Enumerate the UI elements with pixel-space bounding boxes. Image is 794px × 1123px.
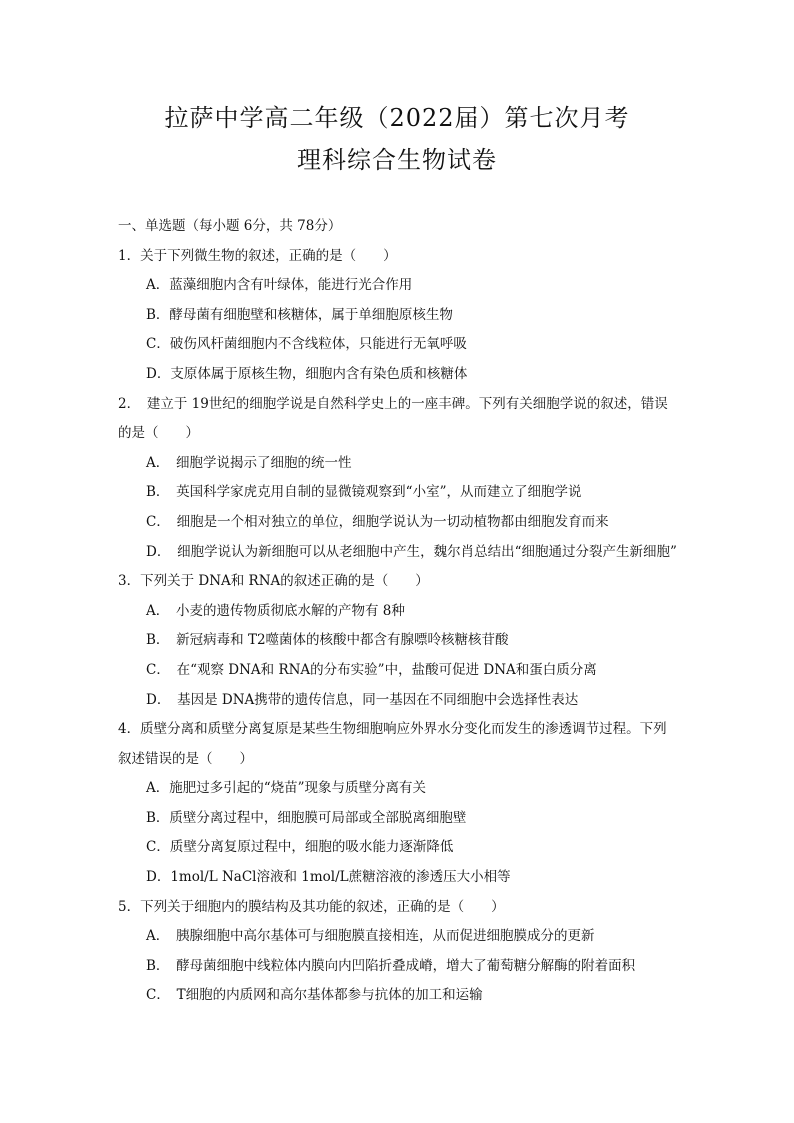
section-heading: 一、单选题（每小题 6分，共 78分）: [118, 218, 342, 234]
question-4-option-d: D．1mol/L NaCl溶液和 1mol/L蔗糖溶液的渗透压大小相等: [146, 869, 511, 886]
question-2-stem-text: 2． 建立于 19世纪的细胞学说是自然科学史上的一座丰碑。下列有关细胞学说的叙述，错误的是（ ）: [118, 395, 668, 442]
question-5-option-c: C． T细胞的内质网和高尔基体都参与抗体的加工和运输: [146, 987, 483, 1004]
question-2-option-a: A． 细胞学说揭示了细胞的统一性: [146, 454, 352, 471]
question-1-option-c: C．破伤风杆菌细胞内不含线粒体，只能进行无氧呼吸: [146, 336, 467, 353]
question-4-option-b: B．质壁分离过程中，细胞膜可局部或全部脱离细胞壁: [146, 809, 467, 826]
question-4-stem: [118, 715, 678, 774]
question-3-option-c: C． 在“观察 DNA和 RNA的分布实验”中，盐酸可促进 DNA和蛋白质分离: [146, 661, 597, 678]
question-5-option-b: B． 酵母菌细胞中线粒体内膜向内凹陷折叠成嵴，增大了葡萄糖分解酶的附着面积: [146, 957, 636, 974]
exam-subtitle: 理科综合生物试卷: [297, 146, 497, 174]
question-1-option-a: A．蓝藻细胞内含有叶绿体，能进行光合作用: [146, 277, 413, 294]
question-2-stem: [118, 390, 678, 449]
question-4-stem-text: 4．质壁分离和质壁分离复原是某些生物细胞响应外界水分变化而发生的渗透调节过程。下列叙述错误的是（ ）: [118, 721, 667, 767]
question-3-option-b: B． 新冠病毒和 T2噬菌体的核酸中都含有腺嘌呤核糖核苷酸: [146, 632, 509, 649]
question-4-option-c: C．质壁分离复原过程中，细胞的吸水能力逐渐降低: [146, 839, 454, 856]
question-2-option-b: B． 英国科学家虎克用自制的显微镜观察到“小室”，从而建立了细胞学说: [146, 484, 582, 501]
question-2-option-d-text: D． 细胞学说认为新细胞可以从老细胞中产生，魏尔肖总结出“细胞通过分裂产生新细胞”: [146, 543, 677, 560]
question-3-option-a: A． 小麦的遗传物质彻底水解的产物有 8种: [146, 602, 405, 619]
question-3-stem: 3．下列关于 DNA和 RNA的叙述正确的是（ ）: [118, 573, 429, 590]
question-1-option-b: B．酵母菌有细胞壁和核糖体，属于单细胞原核生物: [146, 306, 453, 323]
question-3-option-d: D． 基因是 DNA携带的遗传信息，同一基因在不同细胞中会选择性表达: [146, 691, 579, 708]
question-2-option-d: [118, 538, 678, 568]
exam-title: 拉萨中学高二年级（2022届）第七次月考: [164, 104, 630, 132]
exam-content: [118, 212, 678, 1011]
question-5-option-a: A． 胰腺细胞中高尔基体可与细胞膜直接相连，从而促进细胞膜成分的更新: [146, 928, 595, 945]
question-4-option-a: A．施肥过多引起的“烧苗”现象与质壁分离有关: [146, 780, 427, 797]
question-5-stem: 5．下列关于细胞内的膜结构及其功能的叙述，正确的是（ ）: [118, 898, 505, 915]
question-2-option-c: C． 细胞是一个相对独立的单位，细胞学说认为一切动植物都由细胞发育而来: [146, 513, 609, 530]
question-1-stem: 1．关于下列微生物的叙述，正确的是（ ）: [118, 247, 397, 264]
question-1-option-d: D．支原体属于原核生物，细胞内含有染色质和核糖体: [146, 365, 468, 382]
